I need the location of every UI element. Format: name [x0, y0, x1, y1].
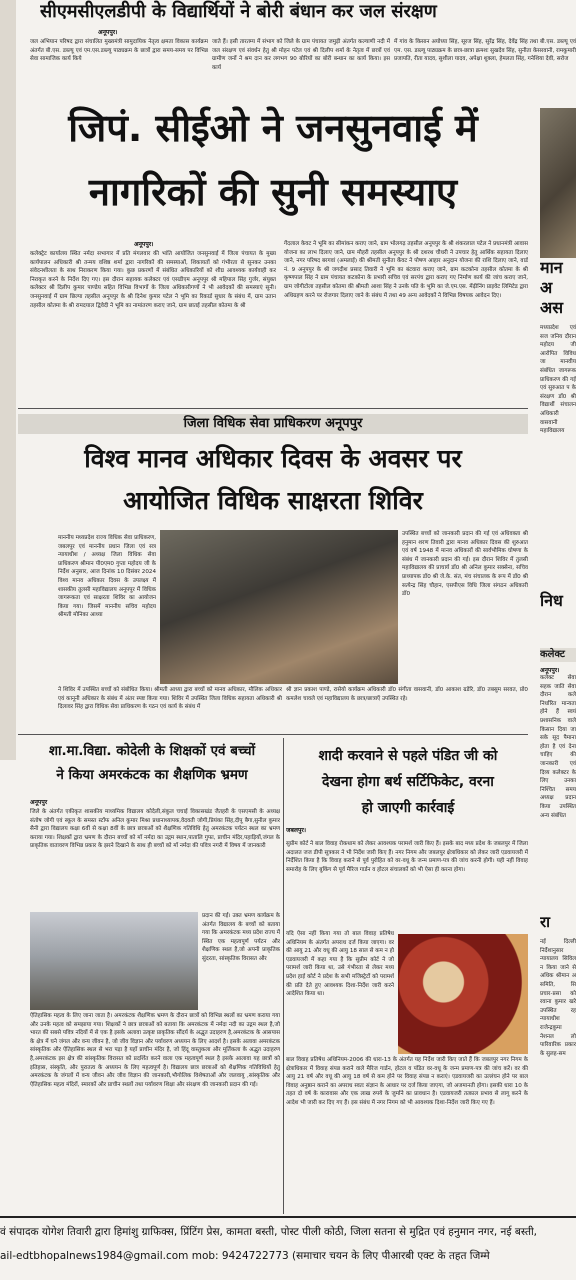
right-sidebar-2-text: कलेक्ट सेवा सहक जाति सेवा दौरान कले निर्धारित मान्यता होने हैं स्वयं प्रशासनिक वाले किसान दिया जा सके सूद पैमाना होता है एवं देना चाहिए की जानकारी एवं दिव्य कलेक्टर के लिए उनका निश्चित समय अध्यक्ष प्रदान किया उपस्थित अन्य संबंधित: [540, 675, 576, 819]
birth-cert-byline: जबलपुर।: [286, 827, 307, 834]
footer-line-2: ail-edtbhopalnews1984@gmail.com mob: 9424722773 (समाचार चयन के लिए पीआरबी एक्ट के तहत जिम्मे: [0, 1250, 490, 1262]
jansunwai-col-2: गेंदलाल केवट ने भूमि का सीमांकन कराए जाने, ग्राम भोलगढ़ तहसील अनूपपुर के श्री शंकरलाल पटेल ने प्रधानमंत्री आवास योजना का लाभ दिलाए जाने, ग्राम मौहरी तहसील अनूपपुर के श्री दशरथ चौधरी ने उपचार हेतु आर्थिक सहायता दिलाए जाने, नगर परिषद बरगवां (अमलाई) की श्रीमती सुनीता केंवट ने पोषण आहार अनुदान योजना की राशि दिलाए जाने, वार्ड नं. 9 अनूपपुर के श्री जगदीश प्रसाद तिवारी ने भूमि का बंटवारा कराए जाने, ग्राम कटकोना तहसील कोतमा के श्री कृष्णपाल सिंह ने ग्राम पंचायत कटकोना के प्रभारी सचिव एवं सरपंच द्वारा कराए गए निर्माण कार्य की जांच कराए जाने, ग्राम जोगीटोला तहसील कोतमा की श्रीमती आशा सिंह ने उनके पति के भूमि का जे.एम.एस. मेंढ़ीनिंग प्राइवेट लिमिटेड द्वारा अधिग्रहण करने पर रोजगार दिलाए जाने के संबंध में तथा 49 अन्य आवेदकों ने विभिन्न विषयक आवेदन दिए।: [284, 241, 528, 299]
right-sidebar-3-text: नई दिल्ली निर्देशानुसार न्यायालय सिविल न किया जाने से अधिक श्रीमान अ समिति, सि प्रचार-प्रसा को रवाना कुमार खरे उपस्थित रह न्यायाधीश राजेन्द्रकुमा नेशनल लो पारिवारिक प्रकार के सुलह-सम: [540, 939, 576, 1057]
vidhik-band: [18, 414, 528, 434]
right-sidebar-1-heading-3: अस: [540, 298, 564, 317]
right-sidebar-1-heading-2: अ: [540, 278, 553, 297]
footer-line-1: वं संपादक योगेश तिवारी द्वारा हिमांशु ग्राफिक्स, प्रिंटिंग प्रेस, कामता बस्ती, पोस्ट पीली कोठी, जिला सतना से मुद्रित एवं हनुमान नगर, नई बस्ती,: [0, 1226, 538, 1238]
top-story-col-2: जाते हैं। इसी तारतम्य में संभाग को जिले के ग्राम पंचायत जमुड़ी अंतर्गत कल्याणी नदी में जल संरक्षण एवं संवर्धन हेतु श्री मोहन पटेल एवं श्री दिलीप शर्मा के नेतृत्व में छात्रों एवं ग्रामीण जनों ने श्रम दान कर लगभग 90 बोरियों का बोरी बन्धान का कार्य किया। इस कार्य: [212, 39, 390, 71]
vidhik-headline-line-1: विश्व मानव अधिकार दिवस के अवसर पर: [84, 444, 462, 473]
birth-cert-body: बाल विवाह प्रतिषेध अधिनियम-2006 की धारा-13 के अंतर्गत यह निर्देश जारी किए जाते हैं कि जबलपुर नगर निगम के क्षेत्राधिकार में विवाह संपन्न कराने वाले मैरिज गार्डन, होटल व पंडित वर-वधू के जन्म प्रमाण-पत्र की जांच करें। वर की आयु 21 वर्ष और वधू की आयु 18 वर्ष से कम होने पर विवाह संपन्न न कराएं। एडवायजरी का उल्लंघन होने पर बाल विवाह अनुष्ठान कराने का अपराध स्वतः संज्ञान के आधार पर दर्ज किया जाएगा, जो अजमानती होगा। इसकी धारा 10 के तहत दो वर्ष के कारावास और एक लाख रुपये के जुर्माने का प्रावधान है। एडवायजरी तत्काल प्रभाव से लागू करने के आदेश भी जारी कर दिए गए हैं। इस संबंध में नगर निगम को भी आवश्यक दिशा-निर्देश जारी किए गए हैं।: [286, 1057, 528, 1106]
birth-cert-left-col: यदि ऐसा नहीं किया गया तो बाल विवाह प्रतिषेध अधिनियम के अंतर्गत अपराध दर्ज किया जाएगा। वर की आयु 21 और वधू की आयु 18 साल से कम न हो एडवायजरी में कहा गया है कि सुप्रीम कोर्ट ने जो परामर्श जारी किया था, उसे गंभीरता से लेकर मध्य प्रदेश हाई कोर्ट ने प्रदेश के सभी मजिस्ट्रेटों को परामर्श की प्रति देते हुए आवश्यक दिशा-निर्देश जारी करने आदेशित किया था।: [286, 931, 394, 998]
birth-cert-headline-line-2: देखना होगा बर्थ सर्टिफिकेट, वरना: [322, 774, 494, 790]
vidhik-bottom-text: ने शिविर में उपस्थित बच्चों को संबोधित किया। श्रीमती आध्या द्वारा बच्चों को मानव अधिकार, मौलिक अधिकार एवं कानूनी अधिकार के संबंध में अंतर स्पष्ट किया गया। शिविर में उपस्थित जिला विधिक सहायता अधिकारी श्री दिलावर सिंह द्वारा विधिक सेवा प्राधिकरण के गठन एवं कार्य के संबंध में: [58, 687, 282, 711]
lower-divider: [18, 734, 528, 735]
vidhik-band-text: जिला विधिक सेवा प्राधिकरण अनूपपुर: [183, 416, 363, 431]
vidhik-right-text: उपस्थित बच्चों को जानकारी प्रदान की गई एवं अधिवक्ता श्री हनुमान शरण तिवारी द्वारा मानव अधिकार दिवस की शुरुआत एवं वर्ष 1948 में मानव अधिकारों की सार्वभौमिक घोषणा के संबंध में जानकारी प्रदान की गई। इस दौरान शिविर में तुलसी महाविद्यालय की प्राचार्य डॉ0 श्री अनिल कुमार सक्सेना, सचिव प्राध्यापक डॉ0 श्री जे.के. संत, मंच संचालक के रूप में डॉ0 श्री सत्येन्द्र सिंह चौहान, एसपीएस विधि जिला संगठन अधिकारी डॉ0: [402, 531, 528, 598]
left-edge-strip: [0, 0, 16, 760]
right-sidebar-2-subheading: कलेक्ट: [540, 648, 576, 662]
kodeli-byline: अनूपपुर: [30, 799, 48, 806]
right-top-photo: [540, 108, 576, 258]
right-sidebar-2: [540, 590, 576, 890]
kodeli-headline-line-1: शा.मा.विद्या. कोदेली के शिक्षकों एवं बच्चों: [48, 743, 256, 759]
top-story-col-1: जल अभियान परिषद द्वारा संचालित मुख्यमंत्री सामुदायिक नेतृत्व क्षमता विकास कार्यक्रम अंतर्गत बी.एस. डब्ल्यू एवं एम.एस.डब्ल्यू पाठ्यक्रम के छात्रों द्वारा समय-समय पर विभिन्न सेवा सामाजिक कार्य किये: [30, 39, 208, 63]
right-sidebar-2-heading: निध: [540, 591, 563, 610]
top-headline: सीएमसीएलडीपी के विद्यार्थियों ने बोरी बंधान कर जल संरक्षण: [40, 1, 437, 22]
top-story-byline: अनूपपुर।: [98, 29, 118, 36]
footer-rule: [0, 1216, 576, 1218]
vidhik-top-rule: [18, 408, 528, 409]
birth-cert-intro: सुप्रीम कोर्ट ने बाल विवाह रोकथाम को लेकर आवश्यक परामर्श जारी किए हैं। इसके बाद मध्य प्रदेश के जबलपुर में जिला अदालत जज डीपी सूत्रकार ने भी निर्देश जारी किए हैं। नगर निगम और जबलपुर क्षेत्राधिकार को लेकर जारी एडवायजरी में निर्देशित किया है कि विवाह कराने से पूर्व पुरोहित को वर-वधू के जन्म प्रमाण-पत्र की जांच करनी होगी। यही नहीं विवाह समारोह के लिए बुकिंग से पूर्व मैरिज गार्डन व होटल संचालकों को भी ऐसा ही करना होगा।: [286, 841, 528, 873]
birth-cert-photo: [398, 934, 528, 1054]
right-sidebar-1-text: मध्यप्रदेश एवं सज जनिय दौरान महोदय जी आरोपित विविध जा मानवीय संबंधित जागरूक प्राधिकरण की गई एवं सुरुआत प के संरक्षण डॉ0 श्री विद्यार्थी संचालन अधिकारी वासवानी महाविद्यालय: [540, 325, 576, 435]
birth-cert-headline-line-1: शादी करवाने से पहले पंडित जी को: [318, 748, 498, 764]
kodeli-body: ऐतिहासिक महत्व के लिए जाना जाता है। अमरकंटक शैक्षणिक भ्रमण के दौरान छात्रों को विभिन्न स्थलों का भ्रमण कराया गया और उनके महत्व को समझाया गया। शिक्षकों ने छात्र छात्राओं को बताया कि अमरकंटक में नर्मदा नदी का उद्गम स्थल है,जो भारत की सबसे पवित्र नदियों में से एक है इसके अलावा उत्कृष्ट प्राकृतिक सौंदर्य के अद्भुत उदाहरण है,अमरकंटक के आसपास के क्षेत्र में घने जंगल और वन्य जीवन है, जो जीव विज्ञान और पर्यावरण अध्ययन के लिए आदर्श है। इसके अलावा अमरकंटक सांस्कृतिक और ऐतिहासिक स्थल से भरा पड़ा है यहाँ प्राचीन मंदिर है, जो हिंदू वास्तुकला और मूर्तिकला के अद्भुत उदाहरण है,अमरकंटक इस क्षेत्र की सांस्कृतिक विरासत को प्रदर्शित करने वाला एक महत्वपूर्ण स्थल है इसके आलावा यह छात्रों को इतिहास, संस्कृति, और पुरातत्व के अध्ययन के लिए महत्वपूर्ण है। विद्यालय छात्र छात्राओं को शैक्षणिक गतिविधियों हेतु अमरकंटक के जंगलों में वन्य जीवन और जीव विज्ञान की जानकारी,भौगोलिक विशेषताओं और जलवायु ,सांस्कृतिक और ऐतिहासिक महत्व मंदिरों, स्मारकों और प्राचीन स्थलों तथा पर्यावरण शिक्षा और संरक्षण की जानकारी प्रदान की गई।: [30, 1013, 280, 1088]
right-sidebar-2-byline: अनूपपुर।: [540, 667, 560, 674]
kodeli-headline-line-2: ने किया अमरकंटक का शैक्षणिक भ्रमण: [56, 767, 248, 783]
kodeli-intro: जिले के अंतर्गत एकीकृत शासकीय माध्यमिक विद्यालय कोदेली,संकुल चचाई विकासखंड जैतहरी के एसएमसी के अध्यक्ष संतोष जोगी एवं स्कूल के समस्त स्टॉफ अनिल कुमार मिश्रा प्रधानाध्यापक,वेदवती जोगी,प्रियंका सिंह,दीपू बैगा,सुनील कुमार सैनी द्वारा विद्यालय कक्षा 6वीं से कक्षा 8वीं के छात्र छात्राओं को शैक्षणिक गतिविधि हेतु अमरकंटक पर्यटन स्थल का भ्रमण कराया गया। शिक्षकों द्वारा भ्रमण के दौरान बच्चों को माँ नर्मदा का उद्गम स्थान,पातालि गुफा, प्राचीन मंदिर,पहाड़ियों,जंगल के प्राकृतिक वातावरण विभिन्न प्रकार के झरने दिखाने के साथ ही बच्चों को माँ नर्मदा की पवित्र नगरी में विषय में जानकारी: [30, 809, 280, 850]
right-sidebar-1-heading-1: मान: [540, 258, 563, 277]
vidhik-headline-line-2: आयोजित विधिक साक्षरता शिविर: [123, 486, 423, 515]
birth-cert-headline-line-3: हो जाएगी कार्रवाई: [361, 800, 455, 816]
right-sidebar-3-heading: रा: [540, 913, 551, 931]
top-story-col-3: में गांव के किसान अयोध्या सिंह, सूरज सिंह, सुरेंद्र सिंह, देवेंद्र सिंह तथा बी.एस. डब्ल्यू एवं एम. एस. डब्ल्यू पाठ्यक्रम के छात्र-छात्रा क्रमशः सुखदेव सिंह, सुनीता केसरवानी, रामकुमारी प्रजापति, रीता यादव, सुशीला यादव, अपेक्षा शुक्ला, हेमलता सिंह, गनेशिया देवी, सरोज: [394, 39, 576, 63]
vidhik-left-text: माननीय मध्यप्रदेश राज्य विधिक सेवा प्राधिकरण, जबलपुर एवं माननीय प्रधान जिला एवं सत्र न्यायाधीश / अध्यक्ष जिला विधिक सेवा प्राधिकरण श्रीमान पी0एम0 गुप्ता महोदय जी के निर्देश अनुसार, आज दिनांक 10 दिसंबर 2024 विश्व मानव अधिकार दिवस के उपलक्ष्य में शासकीय तुलसी महाविद्यालय अनूपपुर में विधिक जागरूकता एवं साक्षरता शिविर का आयोजन किया गया। जिसमें माननीय सचिव महोदय श्रीमती मोनिका आध्या: [58, 535, 156, 619]
vidhik-bottom-text-right: श्री ज्ञान प्रकाश पाण्डे, रासेयो कार्यक्रम अधिकारी डॉ0 संगीता वासवानी, डॉ0 आकाश ग्रडेरि, डॉ0 तबसुम सरवत, प्रो0 कमलेश चावले एवं महाविद्यालय के छात्र/छात्राएँ उपस्थित रहे।: [286, 687, 528, 702]
kodeli-photo: [30, 912, 198, 1010]
jansunwai-col-1: कलेक्ट्रेट कार्यालय स्थित नर्मदा सभागार में प्रति मंगलवार की भांति आयोजित जनसुनवाई में जिला पंचायत के मुख्य कार्यपालन अधिकारी श्री तन्मय वशिष्ठ शर्मा द्वारा नागरिकों की समस्याओं, शिकायतों को गंभीरता से सुनकर उनका संवेदनशीलता के साथ निराकरण किया गया। कुछ प्रकरणों में संबंधित अधिकारियों को शीघ्र आवश्यक कार्यवाही कर निराकृत करने के निर्देश दिए गए। इस दौरान सहायक कलेक्टर एवं एसडीएम अनूपपुर श्री महिपाल सिंह गुर्जर, संयुक्त कलेक्टर श्री दिलीप कुमार पाण्डेय सहित विभिन्न विभागों के जिला अधिकारीगणों ने भी आवेदकों की समस्याएं सुनी। जनसुनवाई में ग्राम छिल्पा तहसील अनूपपुर के श्री दिनेश कुमार पटेल ने भूमि का रिकार्ड सुधार के संबंध में, ग्राम उतान तहसील कोतमा के श्री रामदयाल द्विवेदी ने भूमि का नामांतरण कराए जाने, ग्राम छातई तहसील कोतमा के श्री: [30, 251, 276, 309]
vertical-divider: [283, 738, 284, 1214]
kodeli-side-text: प्रदान की गई। उक्त भ्रमण कार्यक्रम के अंतर्गत विद्यालय के बच्चों को बताया गया कि अमरकंटक मध्य प्रदेश राज्य में स्थित एक महत्वपूर्ण पर्यटन और शैक्षणिक स्थल है,जो अपनी प्राकृतिक सुंदरता, सांस्कृतिक विरासत और: [202, 913, 280, 962]
vidhik-photo: [160, 530, 398, 684]
jansunwai-headline-line-2: नागरिकों की सुनी समस्याए: [88, 170, 458, 214]
right-sidebar-3: [540, 912, 576, 1212]
jansunwai-byline: अनूपपुर।: [134, 241, 154, 248]
jansunwai-headline-line-1: जिपं. सीईओ ने जनसुनवाई में: [68, 106, 478, 150]
right-sidebar-1: [540, 258, 576, 588]
